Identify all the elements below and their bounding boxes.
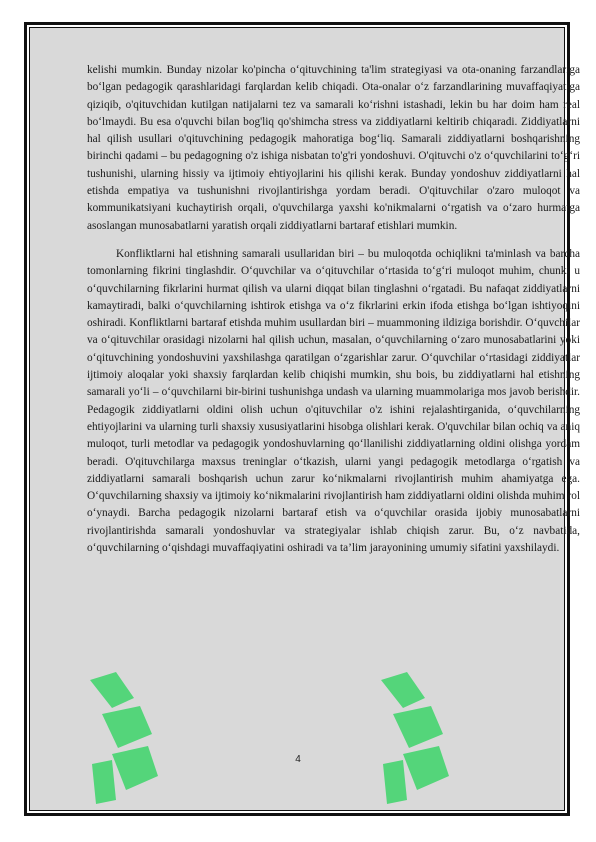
paragraph-1: kelishi mumkin. Bunday nizolar ko'pincha o‘qituvchining ta'lim strategiyasi va ota-onaning farzandlariga bo‘lgan pedagogik qarashlaridagi farqlardan kelib chiqadi. Ota-onalar o‘z farzandlarining muvaffaqiyatiga qiziqib, o'qituvchidan kutilgan natijalarni tez va samarali ko‘rishni istashadi, lekin bu har doim ham real bo‘lmaydi. Bu esa o'quvchi bilan bog'liq qo'shimcha stress va ziddiyatlarni keltirib chiqaradi. Ziddiyatlarni hal qilish usullari o'qituvchining pedagogik mahoratiga bog‘liq. Samarali ziddiyatlarni boshqarishning birinchi qadami – bu pedagogning o'z ishiga nisbatan to'g'ri yondoshuvi. O'qituvchi o'z o‘quvchilarini to‘g‘ri tushunishi, ularning hissiy va ijtimoiy ehtiyojlarini his qilishi kerak. Bunday yondoshuv ziddiyatlarni hal etishda empatiya va tushunishni rivojlantirishga yordam beradi. O'qituvchilar o'zaro muloqot va kommunikatsiyani kuchaytirish orqali, o'quvchilarga yaxshi ko'nikmalarni o‘rgatish va o‘zaro hurmatga asoslangan munosabatlarni yaratish orqali ziddiyatlarni bartaraf etishlari mumkin. [87,64,580,232]
page [29,27,580,811]
watermark-left-icon [82,668,162,808]
watermark-right-icon [373,668,453,808]
page-number: 4 [295,754,301,765]
page-border [24,22,580,816]
paragraph-2: Konfliktlarni hal etishning samarali usullaridan biri – bu muloqotda ochiqlikni ta'minlash va barcha tomonlarning fikrini tinglashdir. O‘quvchilar va o‘qituvchilar o‘rtasida to‘g‘ri muloqot muhim, chunki u o‘quvchilarning fikrlarini hurmat qilish va ularni diqqat bilan tinglashni o‘rgatadi. Bu nafaqat ziddiyatlarni kamaytiradi, balki o‘quvchilarning ishtirok etishga va o‘z fikrlarini erkin ifoda etishga bo‘lgan ishtiyoqini oshiradi. Konfliktlarni bartaraf etishda muhim usullardan biri – muammoning ildiziga borishdir. O‘quvchilar va o‘qituvchilar orasidagi nizolarni hal qilish uchun, masalan, o‘quvchilarning o‘zaro munosabatlarini yoki o‘qituvchining yondoshuvini yaxshilashga qaratilgan o‘zgarishlar zarur. O‘quvchilar o‘rtasidagi ziddiyatlar ijtimoiy aloqalar yoki shaxsiy farqlardan kelib chiqishi mumkin, shu bois, bu ziddiyatlarni hal etishning samarali yo‘li – o‘quvchilarni bir-birini tushunishga undash va ularning muammolariga mos javob berishdir. Pedagogik ziddiyatlarni oldini olish uchun o'qituvchilar o'z ishini rejalashtirganida, o‘quvchilarning ehtiyojlarini va ularning turli shaxsiy xususiyatlarini hisobga olishlari kerak. O'quvchilar bilan ochiq va aniq muloqot, turli metodlar va pedagogik yondoshuvlarning qo‘llanilishi ziddiyatlarning oldini olishga yordam beradi. O'qituvchilarga maxsus treninglar o‘tkazish, ularni yangi pedagogik metodlarga o‘rgatish va ziddiyatlarni samarali boshqarish uchun zarur ko‘nikmalarni rivojlantirish muhim ahamiyatga ega. O‘quvchilarning shaxsiy va ijtimoiy ko‘nikmalarini rivojlantirish ham ziddiyatlarni oldini olishda muhim rol o‘ynaydi. Barcha pedagogik nizolarni bartaraf etish va o‘quvchilar orasida ijobiy munosabatlarni rivojlantirishda samarali yondoshuvlar va strategiyalar ishlab chiqish zarur. Bu, o‘z navbatida, o‘quvchilarning o‘qishdagi muvaffaqiyatini oshiradi va ta’lim jarayonining umumiy sifatini yaxshilaydi. [87,247,580,555]
body-text [87,62,580,557]
